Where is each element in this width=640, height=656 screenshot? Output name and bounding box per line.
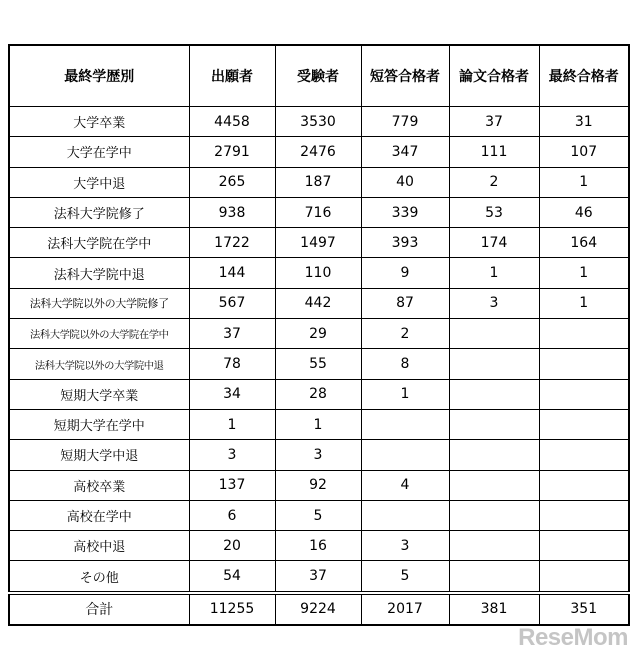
cell-short-answer-passers <box>361 440 449 470</box>
cell-examinees: 1 <box>275 409 361 439</box>
cell-education: 法科大学院以外の大学院在学中 <box>9 319 189 349</box>
cell-final-passers: 1 <box>539 167 629 197</box>
cell-examinees: 110 <box>275 258 361 288</box>
table-row <box>9 167 629 197</box>
cell-education: 法科大学院中退 <box>9 258 189 288</box>
header-short-answer-passers: 短答合格者 <box>361 45 449 107</box>
cell-essay-passers: 111 <box>449 137 539 167</box>
cell-final-passers: 1 <box>539 288 629 318</box>
cell-essay-passers <box>449 319 539 349</box>
cell-essay-passers <box>449 379 539 409</box>
cell-applicants: 2791 <box>189 137 275 167</box>
cell-education: 大学卒業 <box>9 107 189 137</box>
cell-applicants: 54 <box>189 561 275 593</box>
table-row <box>9 470 629 500</box>
cell-examinees: 92 <box>275 470 361 500</box>
table-row <box>9 500 629 530</box>
cell-final-passers <box>539 500 629 530</box>
cell-education: 短期大学中退 <box>9 440 189 470</box>
cell-examinees: 2476 <box>275 137 361 167</box>
table-row <box>9 379 629 409</box>
cell-essay-passers <box>449 470 539 500</box>
applicants-table <box>8 44 630 626</box>
table-row <box>9 561 629 593</box>
cell-examinees: 187 <box>275 167 361 197</box>
cell-essay-passers: 53 <box>449 197 539 227</box>
cell-short-answer-passers: 9 <box>361 258 449 288</box>
cell-applicants: 6 <box>189 500 275 530</box>
cell-education: 法科大学院以外の大学院修了 <box>9 288 189 318</box>
total-short-answer-passers: 2017 <box>361 593 449 625</box>
cell-examinees: 1497 <box>275 228 361 258</box>
cell-final-passers <box>539 470 629 500</box>
cell-final-passers <box>539 440 629 470</box>
cell-essay-passers <box>449 409 539 439</box>
total-applicants: 11255 <box>189 593 275 625</box>
cell-examinees: 37 <box>275 561 361 593</box>
cell-essay-passers <box>449 531 539 561</box>
table-header-row <box>9 45 629 107</box>
cell-applicants: 1 <box>189 409 275 439</box>
table-row <box>9 197 629 227</box>
cell-short-answer-passers: 1 <box>361 379 449 409</box>
cell-essay-passers: 3 <box>449 288 539 318</box>
table-row <box>9 319 629 349</box>
cell-examinees: 28 <box>275 379 361 409</box>
cell-short-answer-passers: 779 <box>361 107 449 137</box>
cell-examinees: 55 <box>275 349 361 379</box>
cell-final-passers: 107 <box>539 137 629 167</box>
cell-examinees: 5 <box>275 500 361 530</box>
cell-education: 法科大学院以外の大学院中退 <box>9 349 189 379</box>
cell-essay-passers: 174 <box>449 228 539 258</box>
cell-applicants: 78 <box>189 349 275 379</box>
cell-applicants: 4458 <box>189 107 275 137</box>
total-final-passers: 351 <box>539 593 629 625</box>
cell-education: 短期大学在学中 <box>9 409 189 439</box>
cell-applicants: 20 <box>189 531 275 561</box>
cell-education: 法科大学院在学中 <box>9 228 189 258</box>
table-row <box>9 349 629 379</box>
cell-applicants: 137 <box>189 470 275 500</box>
cell-applicants: 567 <box>189 288 275 318</box>
cell-short-answer-passers: 8 <box>361 349 449 379</box>
cell-examinees: 29 <box>275 319 361 349</box>
cell-final-passers <box>539 561 629 593</box>
cell-final-passers <box>539 319 629 349</box>
cell-education: 大学在学中 <box>9 137 189 167</box>
cell-essay-passers <box>449 500 539 530</box>
table-row <box>9 137 629 167</box>
cell-applicants: 37 <box>189 319 275 349</box>
cell-final-passers <box>539 379 629 409</box>
cell-short-answer-passers: 393 <box>361 228 449 258</box>
cell-applicants: 144 <box>189 258 275 288</box>
table-row <box>9 258 629 288</box>
cell-education: 短期大学卒業 <box>9 379 189 409</box>
cell-short-answer-passers: 3 <box>361 531 449 561</box>
header-applicants: 出願者 <box>189 45 275 107</box>
cell-applicants: 938 <box>189 197 275 227</box>
cell-short-answer-passers: 347 <box>361 137 449 167</box>
cell-final-passers: 164 <box>539 228 629 258</box>
header-final-passers: 最終合格者 <box>539 45 629 107</box>
cell-short-answer-passers: 40 <box>361 167 449 197</box>
cell-short-answer-passers: 2 <box>361 319 449 349</box>
table-row <box>9 107 629 137</box>
table-row <box>9 409 629 439</box>
cell-applicants: 34 <box>189 379 275 409</box>
cell-essay-passers: 2 <box>449 167 539 197</box>
cell-education: 高校中退 <box>9 531 189 561</box>
cell-examinees: 716 <box>275 197 361 227</box>
cell-education: 大学中退 <box>9 167 189 197</box>
cell-education: 高校卒業 <box>9 470 189 500</box>
header-examinees: 受験者 <box>275 45 361 107</box>
cell-examinees: 16 <box>275 531 361 561</box>
total-examinees: 9224 <box>275 593 361 625</box>
cell-applicants: 3 <box>189 440 275 470</box>
cell-applicants: 1722 <box>189 228 275 258</box>
cell-short-answer-passers: 87 <box>361 288 449 318</box>
cell-final-passers: 46 <box>539 197 629 227</box>
cell-short-answer-passers <box>361 500 449 530</box>
cell-short-answer-passers: 4 <box>361 470 449 500</box>
cell-final-passers: 31 <box>539 107 629 137</box>
cell-examinees: 442 <box>275 288 361 318</box>
total-label: 合計 <box>9 593 189 625</box>
total-row <box>9 593 629 625</box>
cell-short-answer-passers: 339 <box>361 197 449 227</box>
cell-essay-passers <box>449 349 539 379</box>
cell-examinees: 3 <box>275 440 361 470</box>
header-essay-passers: 論文合格者 <box>449 45 539 107</box>
watermark-logo: ReseMom <box>518 624 628 651</box>
cell-final-passers <box>539 531 629 561</box>
cell-education: その他 <box>9 561 189 593</box>
cell-essay-passers: 37 <box>449 107 539 137</box>
cell-short-answer-passers <box>361 409 449 439</box>
cell-final-passers: 1 <box>539 258 629 288</box>
cell-education: 高校在学中 <box>9 500 189 530</box>
header-education: 最終学歴別 <box>9 45 189 107</box>
cell-essay-passers <box>449 561 539 593</box>
cell-essay-passers: 1 <box>449 258 539 288</box>
table-row <box>9 440 629 470</box>
cell-final-passers <box>539 409 629 439</box>
cell-essay-passers <box>449 440 539 470</box>
cell-examinees: 3530 <box>275 107 361 137</box>
cell-applicants: 265 <box>189 167 275 197</box>
cell-education: 法科大学院修了 <box>9 197 189 227</box>
table-row <box>9 228 629 258</box>
cell-short-answer-passers: 5 <box>361 561 449 593</box>
table-row <box>9 288 629 318</box>
cell-final-passers <box>539 349 629 379</box>
table-row <box>9 531 629 561</box>
total-essay-passers: 381 <box>449 593 539 625</box>
